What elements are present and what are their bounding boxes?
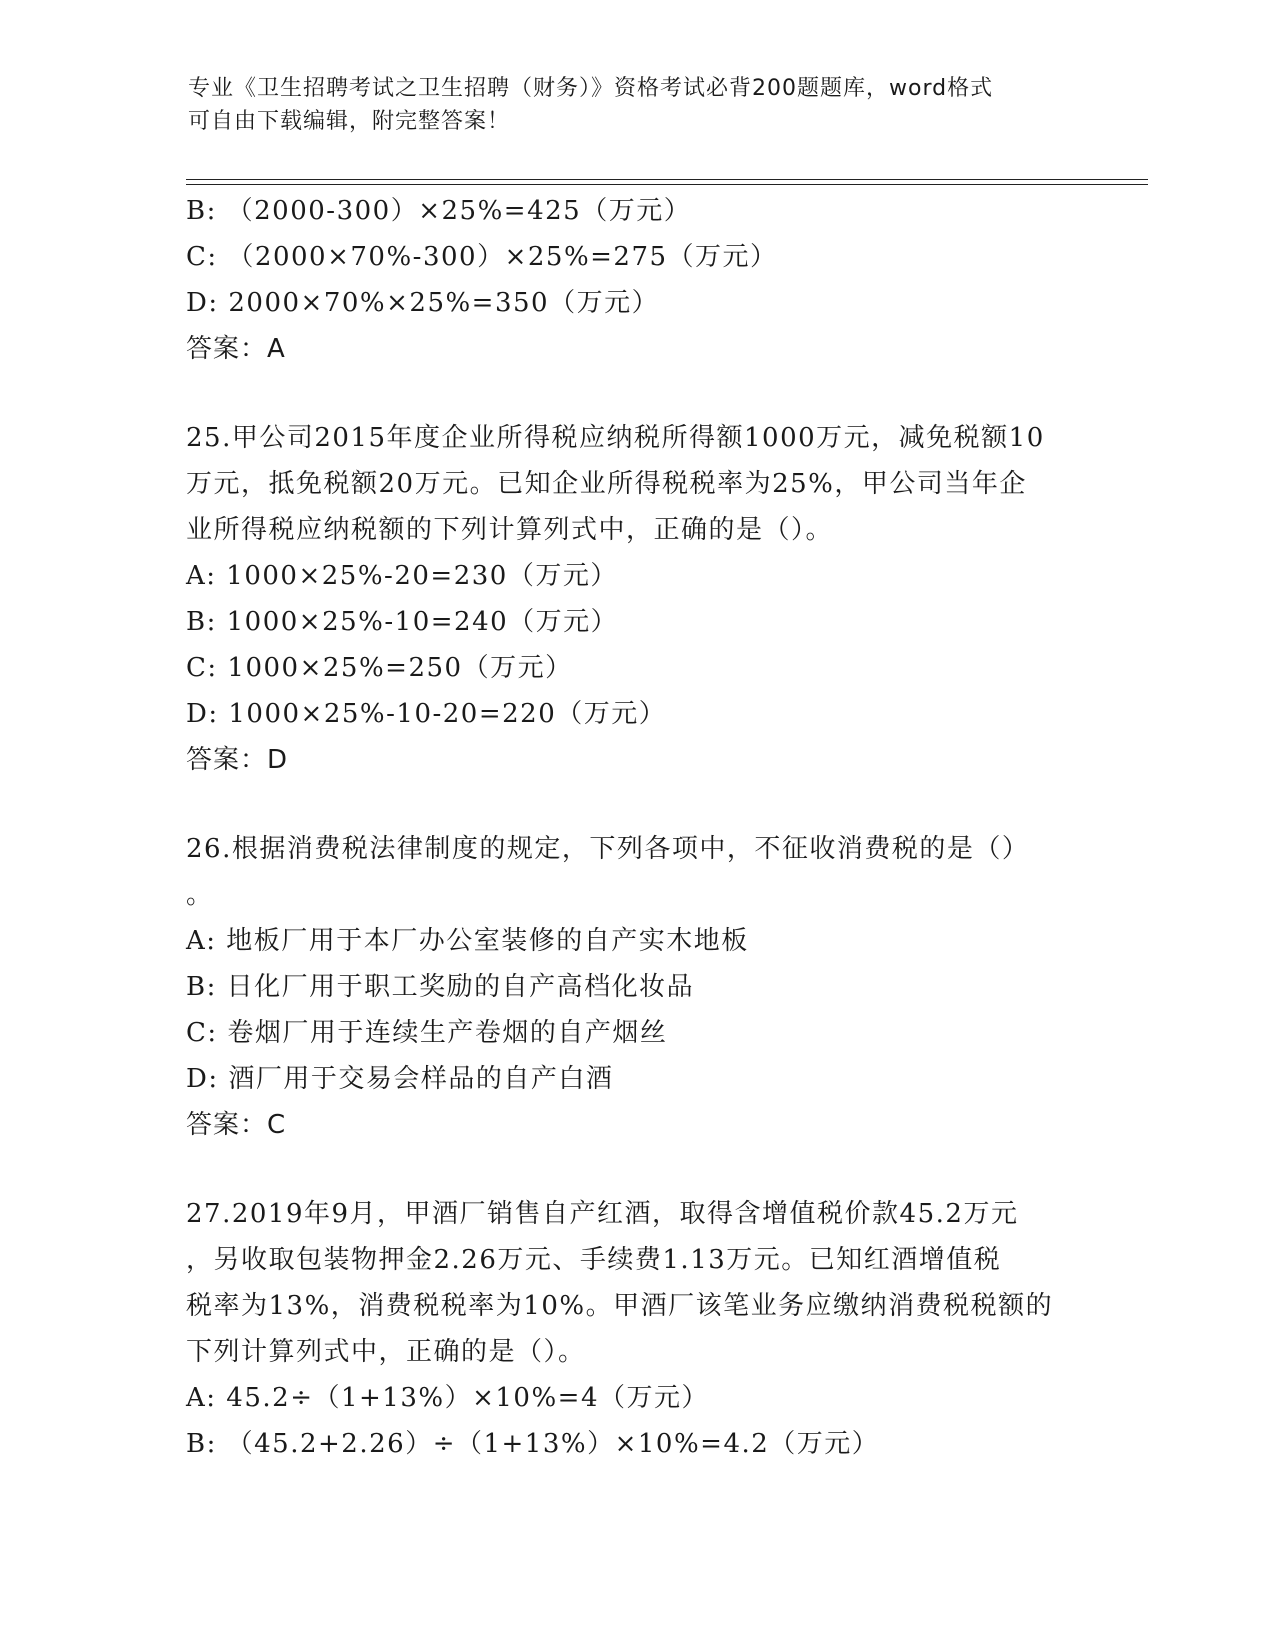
question-stem-line: 下列计算列式中，正确的是（）。 [186,1337,586,1367]
answer-label: 答案：D [186,745,289,775]
question-25-block [186,415,1086,783]
question-27-block [186,1191,1086,1467]
option-d: D: 1000×25%-10-20=220（万元） [186,699,667,729]
option-b: B: 日化厂用于职工奖励的自产高档化妆品 [186,972,695,1002]
option-d: D: 酒厂用于交易会样品的自产白酒 [186,1064,614,1094]
question-stem-line: 26.根据消费税法律制度的规定，下列各项中，不征收消费税的是（） [186,834,1030,864]
answer-label: 答案：A [186,334,286,364]
header-title-line-2: 可自由下载编辑，附完整答案！ [188,109,511,134]
option-a: A: 1000×25%-20=230（万元） [186,561,618,591]
page-header [188,72,1088,138]
option-c: C: 卷烟厂用于连续生产卷烟的自产烟丝 [186,1018,668,1048]
question-24-block [186,188,1086,372]
option-a: A: 45.2÷（1+13%）×10%=4（万元） [186,1383,709,1413]
option-c: C: 1000×25%=250（万元） [186,653,573,683]
question-stem-line: 万元，抵免税额20万元。已知企业所得税税率为25%，甲公司当年企 [186,469,1027,499]
header-title-line-1: 专业《卫生招聘考试之卫生招聘（财务）》资格考试必背200题题库，word格式 [188,76,994,101]
question-content [186,188,1086,1467]
question-26-block [186,826,1086,1148]
question-stem-line: 业所得税应纳税额的下列计算列式中，正确的是（）。 [186,515,834,545]
option-c: C: （2000×70%-300）×25%=275（万元） [186,242,778,272]
question-stem-line: 27.2019年9月，甲酒厂销售自产红酒，取得含增值税价款45.2万元 [186,1199,1019,1229]
header-rule-top [186,179,1148,180]
question-stem-line: 。 [186,880,214,910]
option-a: A: 地板厂用于本厂办公室装修的自产实木地板 [186,926,749,956]
option-d: D: 2000×70%×25%=350（万元） [186,288,660,318]
answer-label: 答案：C [186,1110,287,1140]
question-stem-line: ，另收取包装物押金2.26万元、手续费1.13万元。已知红酒增值税 [186,1245,1002,1275]
question-stem-line: 25.甲公司2015年度企业所得税应纳税所得额1000万元，减免税额10 [186,423,1045,453]
option-b: B: （2000-300）×25%=425（万元） [186,196,692,226]
question-stem-line: 税率为13%，消费税税率为10%。甲酒厂该笔业务应缴纳消费税税额的 [186,1291,1054,1321]
option-b: B: （45.2+2.26）÷（1+13%）×10%=4.2（万元） [186,1429,880,1459]
header-rule-bottom [186,184,1148,185]
option-b: B: 1000×25%-10=240（万元） [186,607,619,637]
